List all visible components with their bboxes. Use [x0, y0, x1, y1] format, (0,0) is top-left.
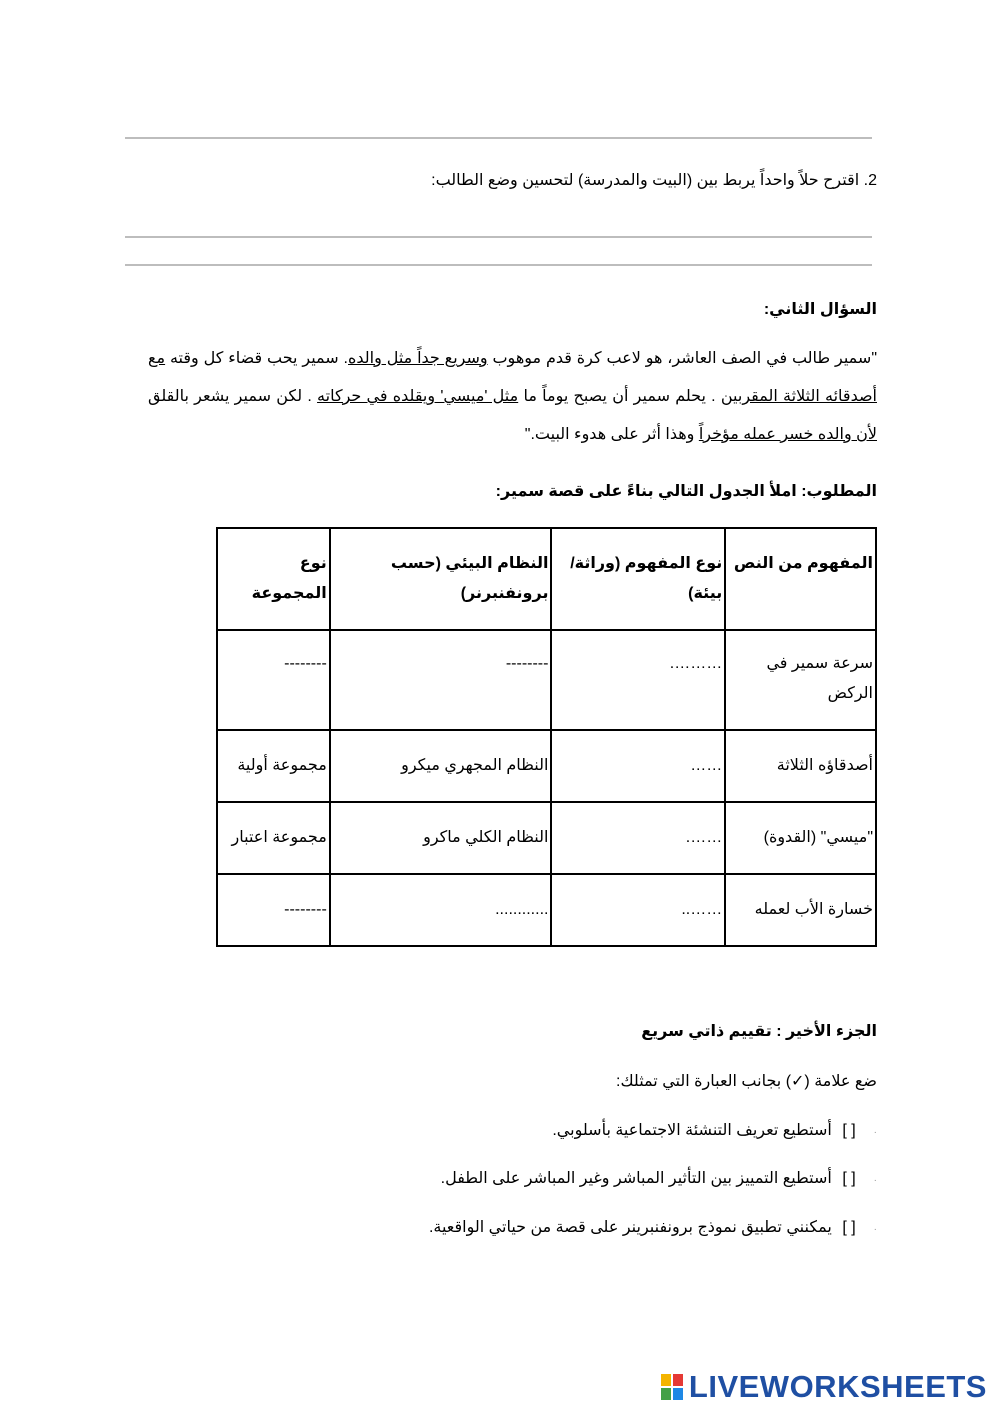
story-underlined: وسريع جداً مثل والده: [348, 350, 488, 367]
table-row: [217, 874, 876, 946]
brand-name: LIVEWORKSHEETS: [688, 1369, 987, 1404]
table-row: [217, 802, 876, 874]
question-2-item: [431, 170, 877, 190]
cell-answer[interactable]: ……: [551, 730, 725, 802]
liveworksheets-logo-icon: [661, 1374, 683, 1400]
self-assessment-item: [552, 1120, 877, 1140]
item-text: أستطيع التمييز بين التأثير المباشر وغير المباشر على الطفل.: [440, 1170, 832, 1187]
cell-answer[interactable]: --------: [330, 630, 552, 730]
story-underlined: مع أصدقائه الثلاثة المقربين: [148, 350, 877, 405]
story-text: . سمير يحب قضاء كل وقته: [165, 350, 348, 367]
story-text: "سمير طالب في الصف العاشر، هو لاعب كرة قدم موهوب: [487, 350, 878, 367]
table-row: [217, 630, 876, 730]
question-two-heading: السؤال الثاني:: [763, 301, 877, 318]
cell-answer[interactable]: …….: [551, 802, 725, 874]
story-paragraph: [148, 340, 877, 454]
item-text: يمكنني تطبيق نموذج برونفنبرينر على قصة من حياتي الواقعية.: [428, 1219, 832, 1236]
cell-concept: أصدقاؤه الثلاثة: [725, 730, 876, 802]
cell-ecosystem: النظام المجهري ميكرو: [330, 730, 552, 802]
story-text: . لكن سمير يشعر بالقلق: [148, 388, 318, 405]
cell-concept: سرعة سمير في الركض: [725, 630, 876, 730]
table-header-row: [217, 528, 876, 630]
header-concept: المفهوم من النص: [725, 528, 876, 630]
checkbox[interactable]: [ ]: [842, 1219, 856, 1236]
question-2-text: اقترح حلاً واحداً يربط بين (البيت والمدرسة) لتحسين وضع الطالب:: [431, 172, 860, 189]
item-text: أستطيع تعريف التنشئة الاجتماعية بأسلوبي.: [552, 1122, 832, 1139]
story-underlined: مثل 'ميسي' ويقلده في حركاته: [317, 388, 519, 405]
cell-answer[interactable]: ............: [330, 874, 552, 946]
bullet-icon: ·: [873, 1127, 877, 1138]
header-concept-type: نوع المفهوم (وراثة/ بيئة): [551, 528, 725, 630]
cell-answer[interactable]: ……….: [551, 630, 725, 730]
story-text: . يحلم سمير أن يصبح يوماً ما: [518, 388, 721, 405]
answer-line-2[interactable]: [125, 236, 872, 238]
self-assessment-instruction: ضع علامة (✓) بجانب العبارة التي تمثلك:: [616, 1073, 877, 1090]
cell-ecosystem: النظام الكلي ماكرو: [330, 802, 552, 874]
bullet-icon: ·: [873, 1224, 877, 1235]
header-group-type: نوع المجموعة: [217, 528, 330, 630]
checkbox[interactable]: [ ]: [842, 1122, 856, 1139]
header-ecosystem: النظام البيئي (حسب برونفنبرنر): [330, 528, 552, 630]
bullet-icon: ·: [873, 1175, 877, 1186]
concepts-table: [216, 527, 877, 947]
self-assessment-item: [441, 1168, 877, 1188]
table-row: [217, 730, 876, 802]
cell-group-type: مجموعة أولية: [217, 730, 330, 802]
cell-concept: "ميسي" (القدوة): [725, 802, 876, 874]
story-text: وهذا أثر على هدوء البيت.": [524, 426, 699, 443]
cell-answer[interactable]: --------: [217, 630, 330, 730]
cell-answer[interactable]: ……..: [551, 874, 725, 946]
self-assessment-heading: الجزء الأخير : تقييم ذاتي سريع: [641, 1023, 877, 1040]
cell-concept: خسارة الأب لعمله: [725, 874, 876, 946]
cell-group-type: مجموعة اعتبار: [217, 802, 330, 874]
answer-line-1[interactable]: [125, 137, 872, 139]
cell-answer[interactable]: --------: [217, 874, 330, 946]
question-2-number: 2.: [863, 172, 877, 189]
checkbox[interactable]: [ ]: [842, 1170, 856, 1187]
answer-line-3[interactable]: [125, 264, 872, 266]
self-assessment-item: [429, 1217, 877, 1237]
task-heading: المطلوب: املأ الجدول التالي بناءً على قصة سمير:: [495, 483, 877, 500]
story-underlined: لأن والده خسر عمله مؤخراً: [698, 426, 877, 443]
liveworksheets-logo[interactable]: [661, 1370, 987, 1404]
